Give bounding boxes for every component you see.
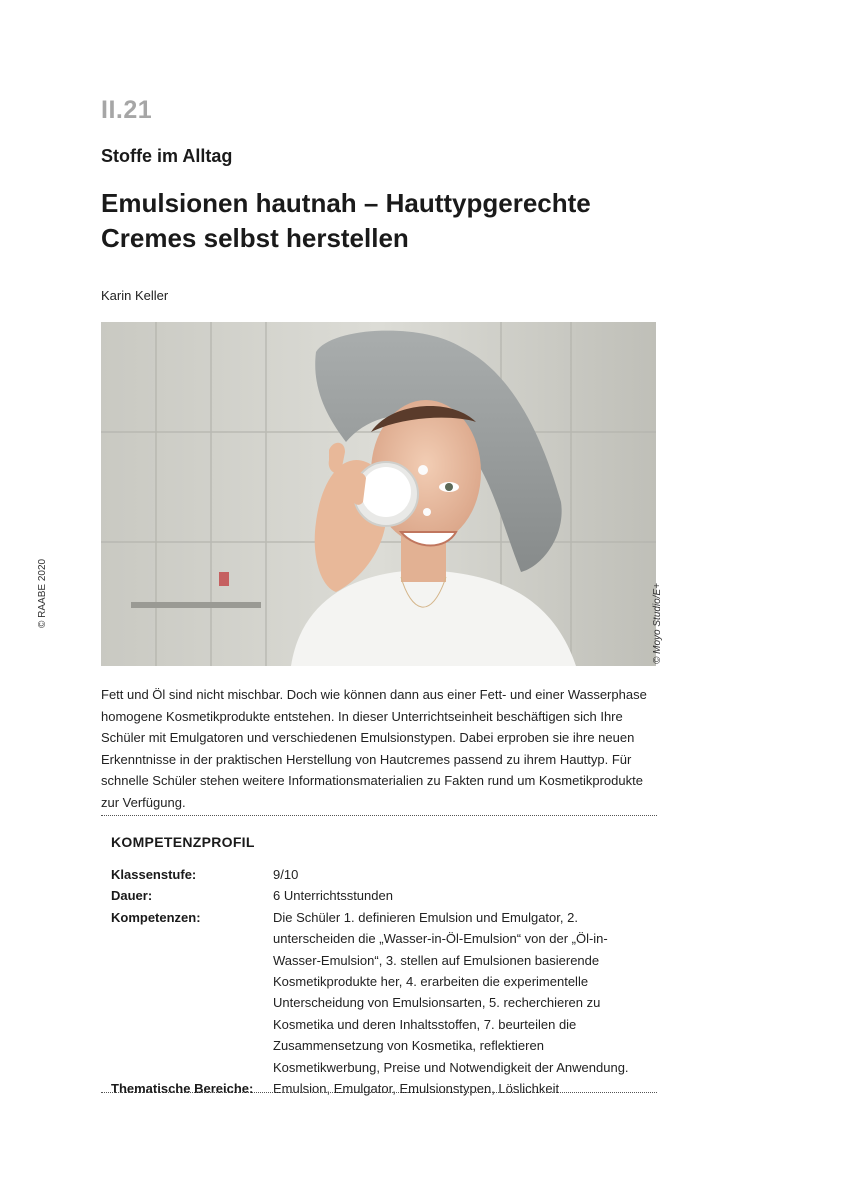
profile-label: Dauer: — [111, 888, 153, 904]
profile-row-dauer — [111, 885, 647, 906]
profile-row-thematische-bereiche — [111, 1078, 647, 1099]
photo-credit: © Moyo Studio/E+ — [652, 582, 663, 664]
series-title: Stoffe im Alltag — [101, 146, 233, 166]
profile-value: 9/10 — [273, 867, 299, 882]
kompetenzprofil-title: KOMPETENZPROFIL — [111, 834, 255, 850]
profile-row-klassenstufe — [111, 864, 647, 885]
divider-top — [101, 815, 657, 816]
profile-label: Thematische Bereiche: — [111, 1081, 254, 1097]
intro-paragraph: Fett und Öl sind nicht mischbar. Doch wie können dann aus einer Fett- und einer Wasserphase homogene Kosmetikprodukte entstehen. In dieser Unterrichtseinheit beschäftigen sich Ihre Schüler mit Emulgatoren und verschiedenen Emulsionstypen. Dabei erproben sie ihre neuen Erkenntnisse in der praktischen Herstellung von Hautcremes passend zu ihrem Hauttyp. Für schnelle Schüler stehen weitere Informationsmaterialien zu Fakten rund um Kosmetikprodukte zur Verfügung. — [101, 687, 647, 810]
woman-with-cream-illustration — [101, 322, 656, 666]
profile-row-kompetenzen — [111, 907, 647, 1078]
profile-value: Emulsion, Emulgator, Emulsionstypen, Löslichkeit — [273, 1081, 560, 1097]
profile-label: Kompetenzen: — [111, 909, 201, 925]
kompetenzprofil-table — [111, 864, 647, 1099]
profile-value: 6 Unterrichtsstunden — [273, 888, 393, 904]
title-line-2: Cremes selbst herstellen — [101, 223, 409, 253]
divider-bottom — [101, 1092, 657, 1093]
profile-value: Die Schüler 1. definieren Emulsion und Emulgator, 2. unterscheiden die „Wasser-in-Öl-Emulsion“ von der „Öl-in-Wasser-Emulsion“, 3. stellen auf Emulsionen basierende Kosmetikprodukte her, 4. erarbeiten die experimentelle Unterscheidung von Emulsionsarten, 5. recherchieren zu Kosmetika und deren Inhaltsstoffen, 7. beurteilen die Zusammensetzung von Kosmetika, reflektieren Kosmetikwerbung, Preise und Notwendigkeit der Anwendung. — [273, 909, 629, 1075]
copyright-note: © RAABE 2020 — [37, 558, 48, 628]
profile-label: Klassenstufe: — [111, 867, 197, 882]
page-title — [101, 186, 661, 256]
author-name: Karin Keller — [101, 288, 169, 303]
section-number: II.21 — [101, 96, 153, 124]
cover-photo — [101, 322, 656, 666]
title-line-1: Emulsionen hautnah – Hauttypgerechte — [101, 188, 591, 218]
